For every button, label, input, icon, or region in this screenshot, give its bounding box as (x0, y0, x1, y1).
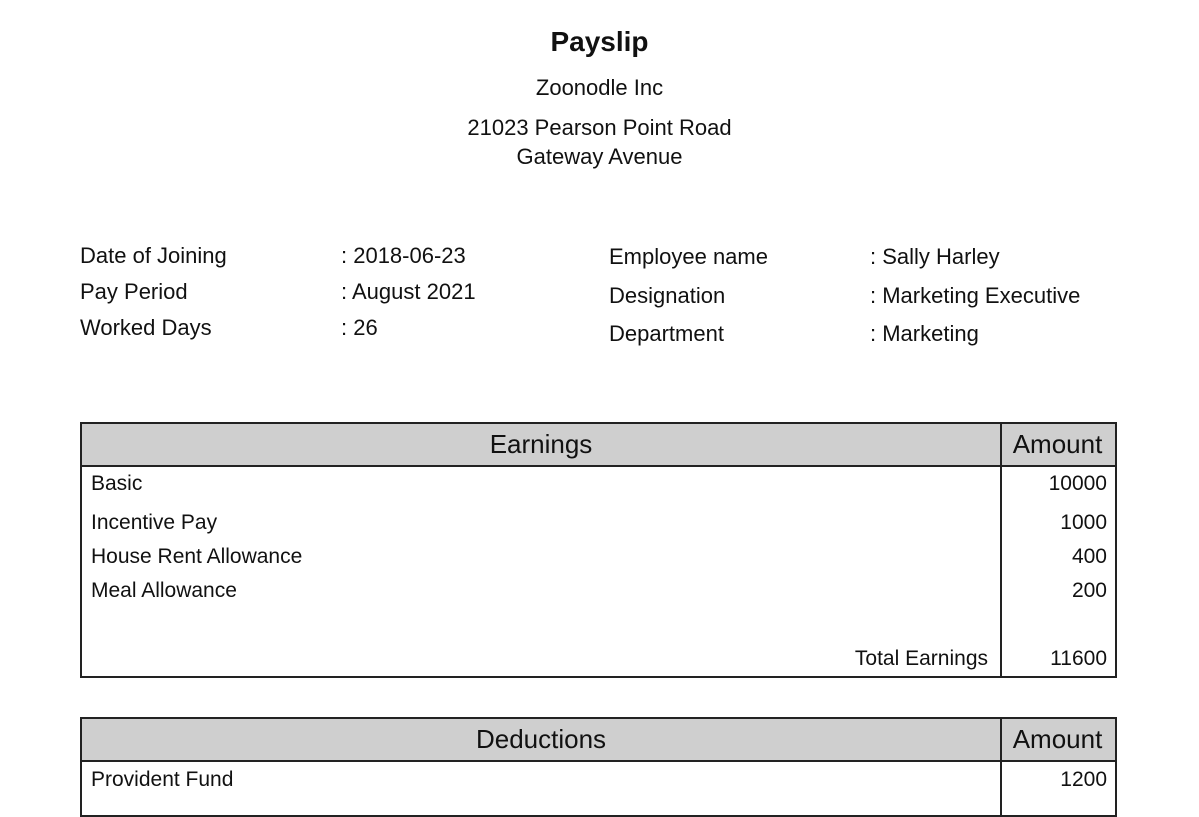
earning-label: Basic (91, 472, 143, 495)
earnings-table-header (82, 424, 1115, 467)
designation-label: Designation (609, 282, 726, 308)
date-of-joining-label: Date of Joining (80, 243, 227, 268)
employee-values (870, 238, 1080, 354)
earning-label: House Rent Allowance (91, 545, 303, 568)
earning-amount: 400 (1071, 545, 1107, 568)
employee-name-label: Employee name (609, 244, 768, 269)
deduction-label: Provident Fund (91, 768, 234, 791)
deductions-heading: Deductions (475, 724, 607, 754)
total-earnings-amount: 11600 (1050, 647, 1107, 670)
page-title: Payslip (550, 26, 649, 57)
employment-values (341, 238, 476, 346)
deduction-amount: 1200 (1060, 768, 1107, 791)
designation-value: : Marketing Executive (870, 282, 1081, 308)
earning-label: Meal Allowance (91, 579, 237, 602)
company-address-line-2: Gateway Avenue (516, 144, 683, 169)
employee-name-value: : Sally Harley (870, 244, 1000, 269)
column-divider (1000, 424, 1002, 676)
earning-amount: 1000 (1060, 511, 1107, 534)
employee-labels (609, 238, 768, 354)
company-name: Zoonodle Inc (535, 75, 664, 100)
earnings-heading: Earnings (489, 429, 593, 459)
deductions-table-header (82, 719, 1115, 762)
deductions-table (80, 717, 1117, 817)
earnings-amount-heading: Amount (1012, 429, 1103, 459)
deductions-amount-heading: Amount (1012, 724, 1103, 754)
total-earnings-label: Total Earnings (854, 647, 988, 670)
worked-days-label: Worked Days (80, 315, 212, 340)
earning-amount: 200 (1071, 579, 1107, 602)
department-value: : Marketing (870, 321, 979, 346)
pay-period-value: : August 2021 (341, 279, 476, 304)
earnings-table (80, 422, 1117, 678)
earning-amount: 10000 (1048, 472, 1107, 495)
employment-labels (80, 238, 227, 346)
date-of-joining-value: : 2018-06-23 (341, 243, 466, 268)
company-address-line-1: 21023 Pearson Point Road (467, 115, 732, 140)
earning-label: Incentive Pay (91, 511, 218, 534)
department-label: Department (609, 321, 724, 346)
pay-period-label: Pay Period (80, 279, 188, 304)
worked-days-value: : 26 (341, 315, 378, 340)
